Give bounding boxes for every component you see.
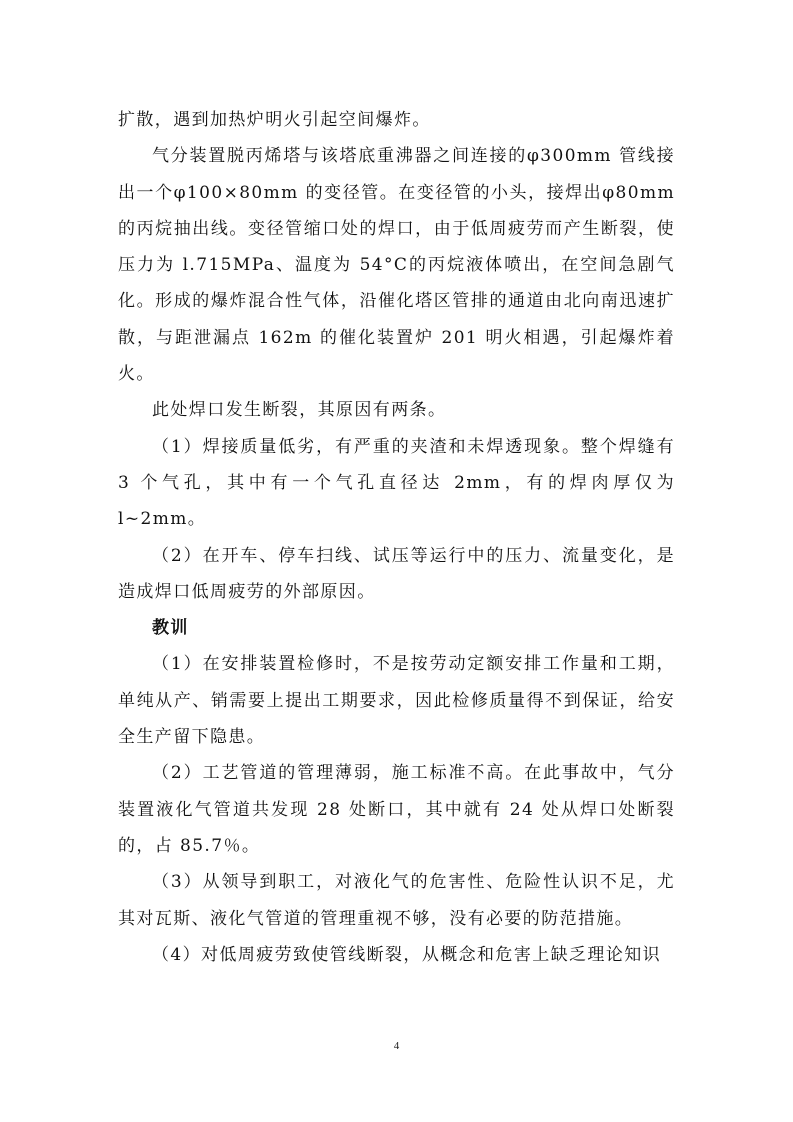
paragraph-lesson-4: （4）对低周疲劳致使管线断裂，从概念和危害上缺乏理论知识 (152, 944, 662, 965)
paragraph-cause-1: （1）焊接质量低劣，有严重的夹渣和未焊透现象。整个焊缝有 3 个气孔，其中有一个气孔直径达 2mm，有的焊肉厚仅为 l~2mm。 (118, 436, 675, 530)
paragraph-lesson-2: （2）工艺管道的管理薄弱，施工标准不高。在此事故中，气分装置液化气管道共发现 28 处断口，其中就有 24 处从焊口处断裂的，占 85.7％。 (118, 763, 675, 856)
paragraph-accident-description: 气分装置脱丙烯塔与该塔底重沸器之间连接的φ300mm 管线接出一个φ100×80mm 的变径管。在变径管的小头，接焊出φ80mm 的丙烷抽出线。变径管缩口处的焊口，由于低周疲劳而产生断裂，使压力为 l.715MPa、温度为 54°C的丙烷液体喷出，在空间急剧气化。形成的爆炸混合性气体，沿催化塔区管排的通道由北向南迅速扩散，与距泄漏点 162m 的催化装置炉 201 明火相遇，引起爆炸着火。 (118, 146, 675, 385)
paragraph-cause-intro: 此处焊口发生断裂，其原因有两条。 (152, 400, 447, 421)
paragraph-lesson-1: （1）在安排装置检修时，不是按劳动定额安排工作量和工期，单纯从产、销需要上提出工期要求，因此检修质量得不到保证，给安全生产留下隐患。 (118, 654, 675, 748)
section-heading-lessons: 教训 (152, 618, 189, 639)
paragraph-lesson-3: （3）从领导到职工，对液化气的危害性、危险性认识不足，尤其对瓦斯、液化气管道的管理重视不够，没有必要的防范措施。 (118, 872, 675, 929)
paragraph-continuation: 扩散，遇到加热炉明火引起空间爆炸。 (118, 110, 431, 130)
document-body (118, 102, 675, 973)
paragraph-cause-2: （2）在开车、停车扫线、试压等运行中的压力、流量变化，是造成焊口低周疲劳的外部原因。 (118, 545, 675, 602)
page-number: 4 (393, 1040, 400, 1052)
